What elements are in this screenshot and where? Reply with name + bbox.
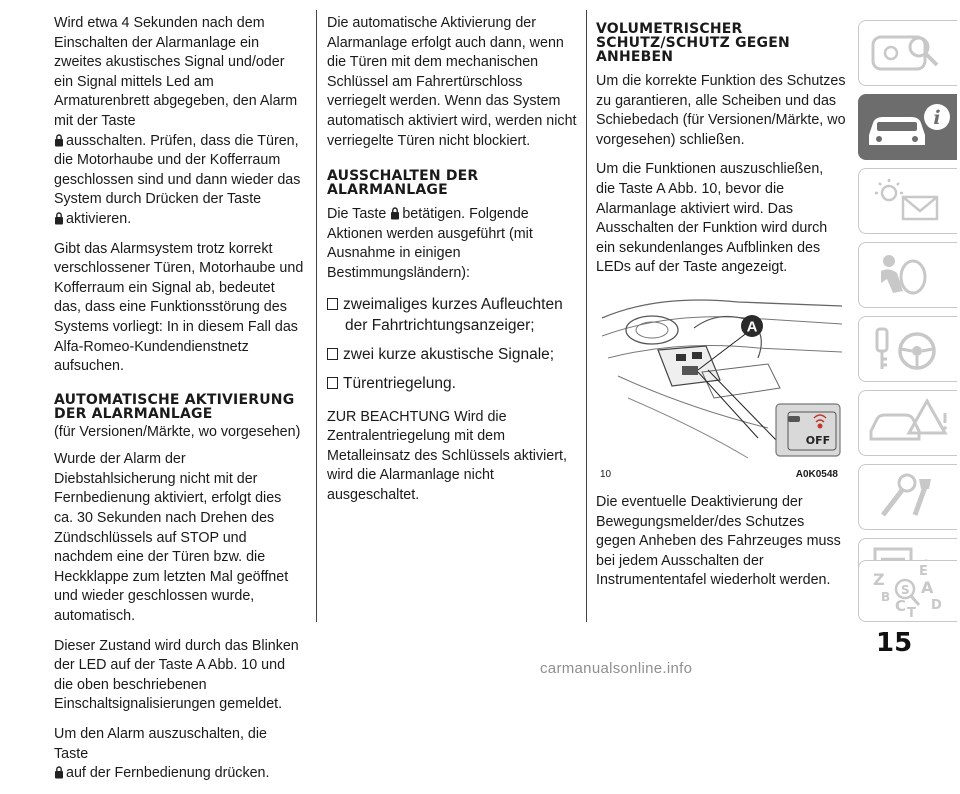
tab-index[interactable] bbox=[858, 560, 957, 622]
callout-label: A bbox=[746, 318, 758, 336]
svg-text:T: T bbox=[907, 606, 916, 621]
paragraph-auto-activation: Wurde der Alarm der Diebstahlsicherung nicht mit der Fernbedienung aktiviert, erfolgt dies ca. 30 Sekunden nach Drehen des Zündschlüssels auf STOP und nachdem eine der Türen bzw. die Heckklappe zum letzten Mal geöffnet und wieder geschlossen wurde, automatisch. bbox=[54, 451, 289, 625]
lock-icon bbox=[54, 765, 64, 779]
checkbox-bullet-icon bbox=[327, 348, 338, 360]
dashboard-search-icon bbox=[859, 21, 957, 85]
paragraph-repeat-deactivation: Die eventuelle Deaktivierung der Bewegungsmelder/des Schutzes gegen Anheben des Fahrzeuges muss bei jedem Ausschalten der Instrumententafel wiederholt werden. bbox=[596, 493, 841, 589]
heading-volumetric: VOLUMETRISCHER SCHUTZ/SCHUTZ GEGEN ANHEBEN bbox=[596, 21, 790, 65]
paragraph-deactivate bbox=[54, 725, 304, 784]
tab-car-info[interactable] bbox=[858, 94, 957, 160]
text: Um den Alarm auszuschalten, die Taste bbox=[54, 726, 267, 762]
heading-auto-activation: AUTOMATISCHE AKTIVIERUNG DER ALARMANLAGE bbox=[54, 391, 295, 422]
note-paragraph: ZUR BEACHTUNG Wird die Zentralentriegelung mit dem Metalleinsatz des Schlüssels aktiviert, wird die Alarmanlage nicht ausgeschaltet. bbox=[327, 408, 567, 503]
key-steering-wheel-icon bbox=[859, 317, 957, 381]
paragraph-press-button bbox=[327, 205, 579, 283]
svg-text:B: B bbox=[881, 590, 891, 604]
paragraph-alarm-signal bbox=[54, 14, 304, 230]
warning-lights-icon bbox=[859, 169, 957, 233]
lock-icon bbox=[54, 133, 64, 147]
tab-start-drive[interactable] bbox=[858, 316, 957, 382]
paragraph-exclude-functions: Um die Funktionen auszuschließen, die Taste A Abb. 10, bevor die Alarmanlage aktiviert wird. Das Ausschalten der Funktion wird durch ein sekundenlanges Aufblinken des LEDs auf der Taste angezeigt. bbox=[596, 161, 828, 276]
figure-caption bbox=[596, 465, 846, 481]
column-divider bbox=[586, 10, 587, 622]
car-info-icon bbox=[859, 95, 957, 159]
subheading-versions: (für Versionen/Märkte, wo vorgesehen) bbox=[54, 423, 301, 440]
text: Die Taste bbox=[327, 206, 387, 223]
list-item bbox=[327, 373, 579, 394]
text: auf der Fernbedienung drücken. bbox=[66, 765, 270, 782]
svg-text:E: E bbox=[919, 564, 928, 579]
text: zwei kurze akustische Signale; bbox=[343, 345, 555, 363]
paragraph-mechanical-key: Die automatische Aktivierung der Alarmanlage erfolgt auch dann, wenn die Türen mit dem mechanischen Schlüssel am Fahrertürschloss verriegelt werden. Wenn das System automatisch aktiviert wird, werden nicht verriegelte Türen nicht blockiert. bbox=[327, 15, 577, 149]
column-1 bbox=[54, 14, 304, 794]
tab-maintenance[interactable] bbox=[858, 464, 957, 530]
svg-text:i: i bbox=[933, 107, 941, 129]
index-letters-icon bbox=[859, 561, 957, 621]
paragraph-close-windows: Um die korrekte Funktion des Schutzes zu garantieren, alle Scheiben und das Schiebedach (für Versionen/Märkte, wo vorgesehen) schließen. bbox=[596, 73, 846, 148]
column-divider bbox=[316, 10, 317, 622]
svg-text:Z: Z bbox=[873, 570, 885, 589]
figure-code: A0K0548 bbox=[795, 468, 838, 480]
page-number: 15 bbox=[876, 628, 913, 658]
tab-safety[interactable] bbox=[858, 242, 957, 308]
lock-icon bbox=[390, 206, 400, 220]
airbag-safety-icon bbox=[859, 243, 957, 307]
text: ausschalten. Prüfen, dass die Türen, die Motorhaube und der Kofferraum geschlossen sind und dann wieder das System durch Drücken der Taste bbox=[54, 132, 301, 208]
text: betätigen. Folgende Aktionen werden ausgeführt (mit Ausnahme in einigen Bestimmungsländern): bbox=[327, 206, 533, 281]
figure-number: 10 bbox=[600, 468, 612, 480]
figure-10 bbox=[598, 288, 842, 461]
paragraph-malfunction: Gibt das Alarmsystem trotz korrekt verschlossener Türen, Motorhaube und Kofferraum ein Signal ab, bedeutet das, dass eine Funktionsstörung des Systems vorliegt: In in diesem Fall das Alfa-Romeo-Kundendienstnetz aufsuchen. bbox=[54, 240, 304, 375]
tab-warning-lights[interactable] bbox=[858, 168, 957, 234]
checkbox-bullet-icon bbox=[327, 298, 338, 310]
text: Türentriegelung. bbox=[343, 374, 456, 392]
text: aktivieren. bbox=[66, 210, 132, 227]
column-2 bbox=[327, 14, 579, 516]
column-3 bbox=[596, 14, 846, 601]
lock-icon bbox=[54, 211, 64, 225]
svg-text:A: A bbox=[921, 578, 934, 597]
tab-emergency[interactable] bbox=[858, 390, 957, 456]
inset-off-label: OFF bbox=[805, 433, 831, 447]
checkbox-bullet-icon bbox=[327, 377, 338, 389]
svg-text:D: D bbox=[931, 598, 942, 613]
list-item bbox=[327, 344, 579, 365]
heading-deactivation: AUSSCHALTEN DER ALARMANLAGE bbox=[327, 168, 479, 199]
tab-dashboard[interactable] bbox=[858, 20, 957, 86]
emergency-car-icon bbox=[859, 391, 957, 455]
svg-text:S: S bbox=[901, 583, 910, 597]
maintenance-tools-icon bbox=[859, 465, 957, 529]
watermark: carmanualsonline.info bbox=[540, 660, 693, 677]
svg-text:C: C bbox=[895, 597, 907, 615]
text: Wird etwa 4 Sekunden nach dem Einschalten der Alarmanlage ein zweites akustisches Signal und/oder ein Signal mittels Led am Armaturenbrett abgegeben, den Alarm mit der Taste bbox=[54, 15, 298, 129]
text: zweimaliges kurzes Aufleuchten der Fahrtrichtungsanzeiger; bbox=[343, 295, 563, 334]
figure-illustration bbox=[598, 288, 842, 461]
list-item bbox=[327, 294, 579, 336]
paragraph-led-blink: Dieser Zustand wird durch das Blinken der LED auf der Taste A Abb. 10 und die oben beschriebenen Einschaltsignalisierungen gemeldet. bbox=[54, 637, 299, 713]
